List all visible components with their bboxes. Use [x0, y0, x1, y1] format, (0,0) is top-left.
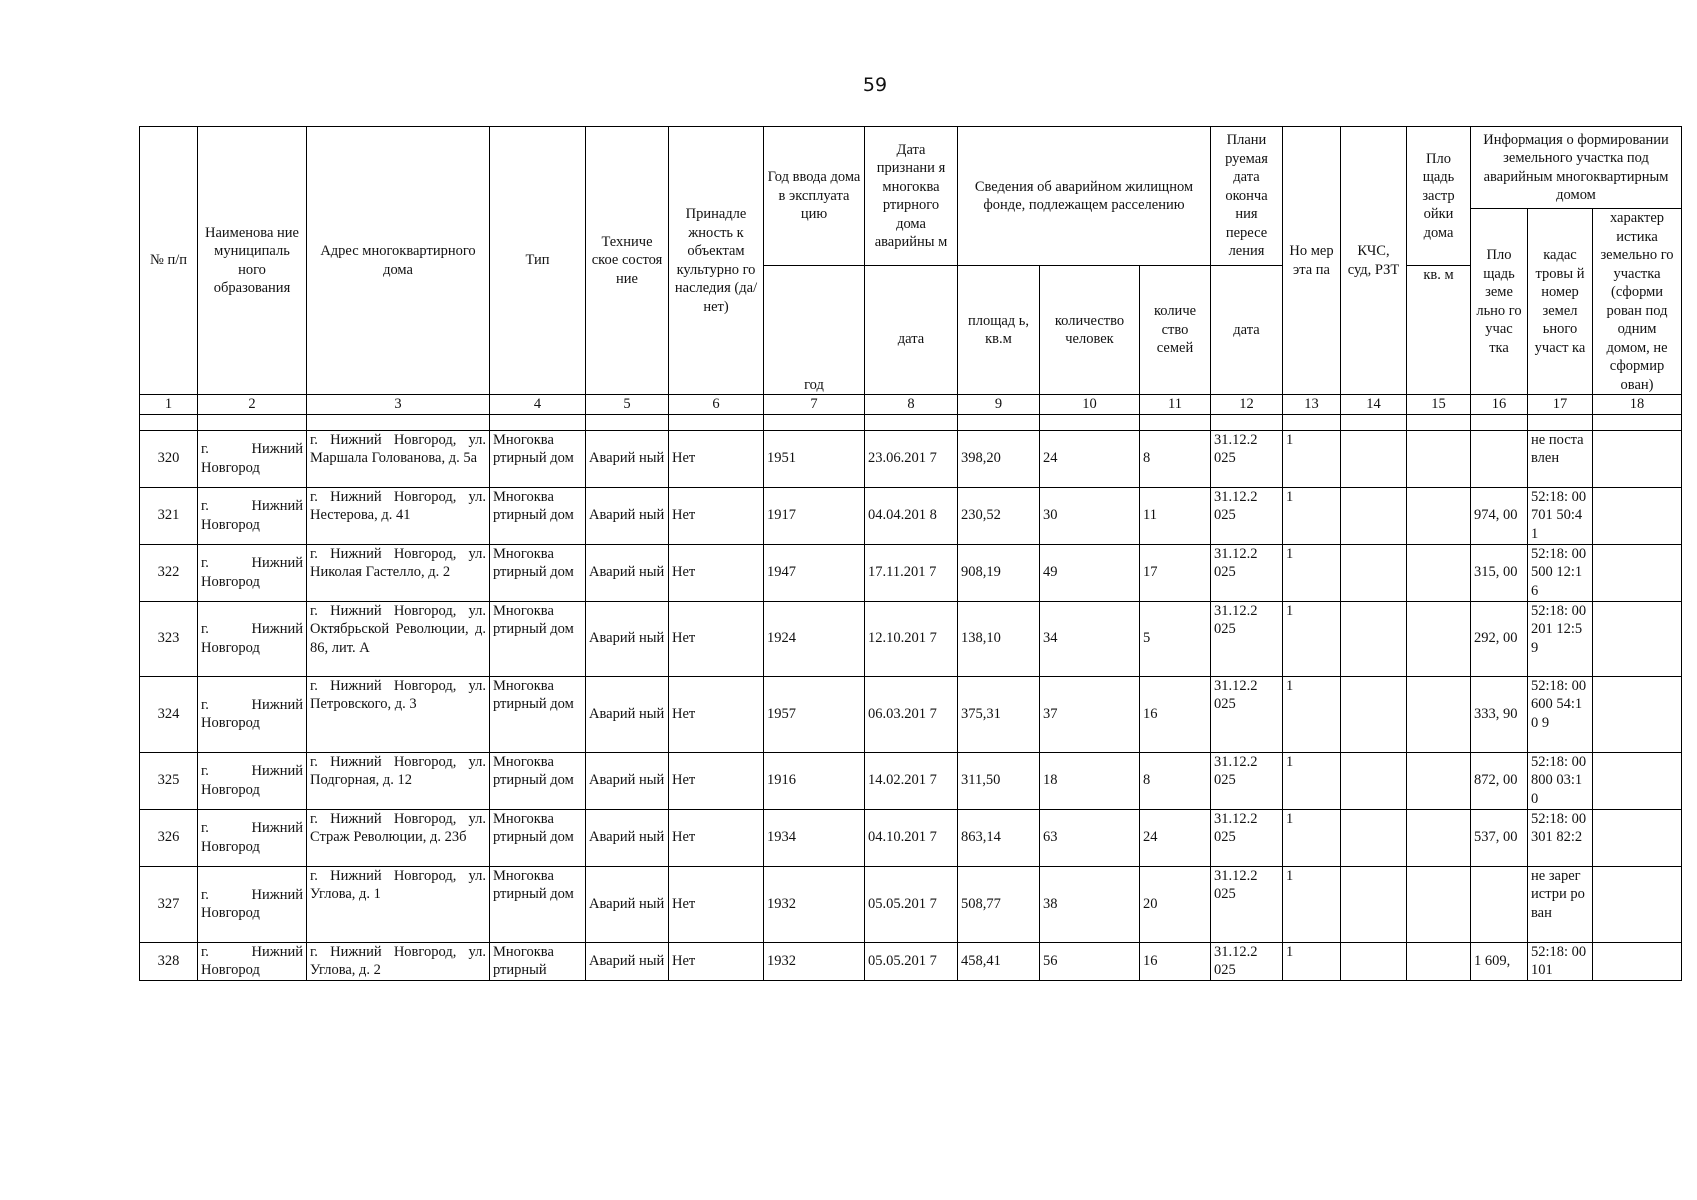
stage-cell: 1 — [1283, 676, 1341, 752]
emergency-date-cell: 06.03.201 7 — [865, 676, 958, 752]
header-num: № п/п — [140, 127, 198, 395]
spacer-cell — [1528, 414, 1593, 430]
spacer-cell — [1211, 414, 1283, 430]
year-cell: 1934 — [764, 809, 865, 866]
address-cell: г. Нижний Новгород, ул. Николая Гастелло, д. 2 — [307, 544, 490, 601]
year-cell: 1947 — [764, 544, 865, 601]
heritage-cell: Нет — [669, 866, 764, 942]
header-kchs: КЧС, суд, РЗТ — [1341, 127, 1407, 395]
area-cell: 311,50 — [958, 752, 1040, 809]
column-number: 2 — [198, 395, 307, 415]
area-cell: 458,41 — [958, 942, 1040, 980]
plan-date-cell: 31.12.2 025 — [1211, 601, 1283, 676]
row-number: 320 — [140, 430, 198, 487]
heritage-cell: Нет — [669, 676, 764, 752]
plan-date-cell: 31.12.2 025 — [1211, 487, 1283, 544]
header-year: Год ввода дома в эксплуата цию — [764, 127, 865, 266]
people-cell: 34 — [1040, 601, 1140, 676]
kchs-cell — [1341, 487, 1407, 544]
stage-cell: 1 — [1283, 601, 1341, 676]
people-cell: 63 — [1040, 809, 1140, 866]
header-housing-info: Сведения об аварийном жилищном фонде, подлежащем расселению — [958, 127, 1211, 266]
people-cell: 49 — [1040, 544, 1140, 601]
heritage-cell: Нет — [669, 942, 764, 980]
column-number-row — [140, 395, 1682, 415]
header-land-info: Информация о формировании земельного участка под аварийным многоквартирным домом — [1471, 127, 1682, 209]
state-cell: Аварий ный — [586, 866, 669, 942]
type-cell: Многоква ртирный дом — [490, 752, 586, 809]
stage-cell: 1 — [1283, 544, 1341, 601]
area-cell: 375,31 — [958, 676, 1040, 752]
families-cell: 5 — [1140, 601, 1211, 676]
table-row — [140, 430, 1682, 487]
plan-date-cell: 31.12.2 025 — [1211, 866, 1283, 942]
state-cell: Аварий ный — [586, 601, 669, 676]
stage-cell: 1 — [1283, 942, 1341, 980]
land-area-cell — [1471, 430, 1528, 487]
row-number: 321 — [140, 487, 198, 544]
municipality-cell: г. Нижний Новгород — [198, 544, 307, 601]
kchs-cell — [1341, 601, 1407, 676]
families-cell: 20 — [1140, 866, 1211, 942]
spacer-cell — [586, 414, 669, 430]
plan-date-cell: 31.12.2 025 — [1211, 752, 1283, 809]
cadastral-cell: 52:18: 00800 03:10 — [1528, 752, 1593, 809]
plan-date-cell: 31.12.2 025 — [1211, 942, 1283, 980]
header-unit-plan-date: дата — [1211, 266, 1283, 395]
build-area-cell — [1407, 809, 1471, 866]
address-cell: г. Нижний Новгород, ул. Нестерова, д. 41 — [307, 487, 490, 544]
area-cell: 398,20 — [958, 430, 1040, 487]
cadastral-cell: не поста влен — [1528, 430, 1593, 487]
land-char-cell — [1593, 544, 1682, 601]
table-row — [140, 544, 1682, 601]
land-area-cell: 974, 00 — [1471, 487, 1528, 544]
area-cell: 908,19 — [958, 544, 1040, 601]
stage-cell: 1 — [1283, 752, 1341, 809]
address-cell: г. Нижний Новгород, ул. Октябрьской Революции, д. 86, лит. А — [307, 601, 490, 676]
row-number: 324 — [140, 676, 198, 752]
plan-date-cell: 31.12.2 025 — [1211, 544, 1283, 601]
state-cell: Аварий ный — [586, 430, 669, 487]
spacer-cell — [1407, 414, 1471, 430]
families-cell: 16 — [1140, 676, 1211, 752]
table-row — [140, 676, 1682, 752]
spacer-row — [140, 414, 1682, 430]
build-area-cell — [1407, 866, 1471, 942]
cadastral-cell: 52:18: 00600 54:10 9 — [1528, 676, 1593, 752]
year-cell: 1951 — [764, 430, 865, 487]
build-area-cell — [1407, 676, 1471, 752]
people-cell: 30 — [1040, 487, 1140, 544]
state-cell: Аварий ный — [586, 676, 669, 752]
row-number: 326 — [140, 809, 198, 866]
address-cell: г. Нижний Новгород, ул. Углова, д. 1 — [307, 866, 490, 942]
build-area-cell — [1407, 487, 1471, 544]
build-area-cell — [1407, 544, 1471, 601]
table-body — [140, 430, 1682, 980]
row-number: 327 — [140, 866, 198, 942]
stage-cell: 1 — [1283, 430, 1341, 487]
header-land-area: Пло щадь земе льно го учас тка — [1471, 209, 1528, 395]
table-row — [140, 487, 1682, 544]
year-cell: 1932 — [764, 866, 865, 942]
address-cell: г. Нижний Новгород, ул. Углова, д. 2 — [307, 942, 490, 980]
column-number: 3 — [307, 395, 490, 415]
header-unit-families: количе ство семей — [1140, 266, 1211, 395]
cadastral-cell: 52:18: 00101 — [1528, 942, 1593, 980]
kchs-cell — [1341, 544, 1407, 601]
emergency-date-cell: 05.05.201 7 — [865, 942, 958, 980]
header-unit-people: количество человек — [1040, 266, 1140, 395]
families-cell: 24 — [1140, 809, 1211, 866]
type-cell: Многоква ртирный дом — [490, 430, 586, 487]
land-char-cell — [1593, 487, 1682, 544]
table-header — [140, 127, 1682, 431]
spacer-cell — [490, 414, 586, 430]
header-stage: Но мер эта па — [1283, 127, 1341, 395]
municipality-cell: г. Нижний Новгород — [198, 487, 307, 544]
emergency-housing-table — [139, 126, 1682, 981]
table-row — [140, 866, 1682, 942]
build-area-cell — [1407, 601, 1471, 676]
land-char-cell — [1593, 676, 1682, 752]
year-cell: 1957 — [764, 676, 865, 752]
heritage-cell: Нет — [669, 487, 764, 544]
header-type: Тип — [490, 127, 586, 395]
spacer-cell — [1593, 414, 1682, 430]
heritage-cell: Нет — [669, 601, 764, 676]
column-number: 9 — [958, 395, 1040, 415]
people-cell: 24 — [1040, 430, 1140, 487]
stage-cell: 1 — [1283, 487, 1341, 544]
address-cell: г. Нижний Новгород, ул. Подгорная, д. 12 — [307, 752, 490, 809]
header-address: Адрес многоквартирного дома — [307, 127, 490, 395]
stage-cell: 1 — [1283, 809, 1341, 866]
column-number: 8 — [865, 395, 958, 415]
municipality-cell: г. Нижний Новгород — [198, 752, 307, 809]
spacer-cell — [1471, 414, 1528, 430]
state-cell: Аварий ный — [586, 942, 669, 980]
heritage-cell: Нет — [669, 809, 764, 866]
spacer-cell — [764, 414, 865, 430]
land-area-cell: 872, 00 — [1471, 752, 1528, 809]
header-municipality: Наименова ние муниципаль ного образования — [198, 127, 307, 395]
plan-date-cell: 31.12.2 025 — [1211, 809, 1283, 866]
land-area-cell: 292, 00 — [1471, 601, 1528, 676]
build-area-cell — [1407, 752, 1471, 809]
type-cell: Многоква ртирный — [490, 942, 586, 980]
emergency-date-cell: 12.10.201 7 — [865, 601, 958, 676]
spacer-cell — [307, 414, 490, 430]
cadastral-cell: не зарег истри рован — [1528, 866, 1593, 942]
emergency-date-cell: 14.02.201 7 — [865, 752, 958, 809]
emergency-date-cell: 04.04.201 8 — [865, 487, 958, 544]
cadastral-cell: 52:18: 00701 50:41 — [1528, 487, 1593, 544]
families-cell: 11 — [1140, 487, 1211, 544]
column-number: 10 — [1040, 395, 1140, 415]
kchs-cell — [1341, 430, 1407, 487]
column-number: 6 — [669, 395, 764, 415]
heritage-cell: Нет — [669, 544, 764, 601]
type-cell: Многоква ртирный дом — [490, 487, 586, 544]
state-cell: Аварий ный — [586, 809, 669, 866]
area-cell: 863,14 — [958, 809, 1040, 866]
table-row — [140, 809, 1682, 866]
table-row — [140, 752, 1682, 809]
header-emergency-date: Дата признани я многоква ртирного дома аварийны м — [865, 127, 958, 266]
column-number: 1 — [140, 395, 198, 415]
column-number: 17 — [1528, 395, 1593, 415]
page-number: 59 — [862, 74, 888, 96]
area-cell: 508,77 — [958, 866, 1040, 942]
spacer-cell — [1283, 414, 1341, 430]
emergency-date-cell: 05.05.201 7 — [865, 866, 958, 942]
year-cell: 1932 — [764, 942, 865, 980]
row-number: 323 — [140, 601, 198, 676]
land-char-cell — [1593, 752, 1682, 809]
municipality-cell: г. Нижний Новгород — [198, 942, 307, 980]
header-unit-date: дата — [865, 266, 958, 395]
cadastral-cell: 52:18: 00301 82:2 — [1528, 809, 1593, 866]
heritage-cell: Нет — [669, 430, 764, 487]
type-cell: Многоква ртирный дом — [490, 601, 586, 676]
land-char-cell — [1593, 430, 1682, 487]
build-area-cell — [1407, 942, 1471, 980]
header-build-area: Пло щадь застр ойки дома — [1407, 127, 1471, 266]
kchs-cell — [1341, 809, 1407, 866]
families-cell: 8 — [1140, 430, 1211, 487]
table-row — [140, 942, 1682, 980]
municipality-cell: г. Нижний Новгород — [198, 866, 307, 942]
land-area-cell: 333, 90 — [1471, 676, 1528, 752]
people-cell: 37 — [1040, 676, 1140, 752]
spacer-cell — [865, 414, 958, 430]
state-cell: Аварий ный — [586, 752, 669, 809]
land-area-cell: 1 609, — [1471, 942, 1528, 980]
year-cell: 1917 — [764, 487, 865, 544]
stage-cell: 1 — [1283, 866, 1341, 942]
column-number: 15 — [1407, 395, 1471, 415]
header-unit-build-area: кв. м — [1407, 266, 1471, 395]
type-cell: Многоква ртирный дом — [490, 676, 586, 752]
land-area-cell: 537, 00 — [1471, 809, 1528, 866]
families-cell: 8 — [1140, 752, 1211, 809]
column-number: 18 — [1593, 395, 1682, 415]
spacer-cell — [198, 414, 307, 430]
column-number: 14 — [1341, 395, 1407, 415]
column-number: 13 — [1283, 395, 1341, 415]
land-char-cell — [1593, 809, 1682, 866]
column-number: 16 — [1471, 395, 1528, 415]
people-cell: 18 — [1040, 752, 1140, 809]
municipality-cell: г. Нижний Новгород — [198, 430, 307, 487]
people-cell: 56 — [1040, 942, 1140, 980]
type-cell: Многоква ртирный дом — [490, 866, 586, 942]
land-area-cell: 315, 00 — [1471, 544, 1528, 601]
header-land-char: характер истика земельно го участка (сформи рован под одним домом, не сформир ован) — [1593, 209, 1682, 395]
spacer-cell — [1341, 414, 1407, 430]
spacer-cell — [1040, 414, 1140, 430]
table-row — [140, 601, 1682, 676]
municipality-cell: г. Нижний Новгород — [198, 601, 307, 676]
area-cell: 138,10 — [958, 601, 1040, 676]
header-heritage: Принадле жность к объектам культурно го наследия (да/нет) — [669, 127, 764, 395]
state-cell: Аварий ный — [586, 544, 669, 601]
row-number: 322 — [140, 544, 198, 601]
column-number: 7 — [764, 395, 865, 415]
spacer-cell — [958, 414, 1040, 430]
heritage-cell: Нет — [669, 752, 764, 809]
land-char-cell — [1593, 866, 1682, 942]
build-area-cell — [1407, 430, 1471, 487]
header-unit-year: год — [764, 266, 865, 395]
header-unit-area: площад ь, кв.м — [958, 266, 1040, 395]
land-area-cell — [1471, 866, 1528, 942]
year-cell: 1924 — [764, 601, 865, 676]
type-cell: Многоква ртирный дом — [490, 809, 586, 866]
land-char-cell — [1593, 601, 1682, 676]
emergency-date-cell: 17.11.201 7 — [865, 544, 958, 601]
kchs-cell — [1341, 866, 1407, 942]
families-cell: 17 — [1140, 544, 1211, 601]
emergency-date-cell: 04.10.201 7 — [865, 809, 958, 866]
area-cell: 230,52 — [958, 487, 1040, 544]
municipality-cell: г. Нижний Новгород — [198, 809, 307, 866]
kchs-cell — [1341, 942, 1407, 980]
plan-date-cell: 31.12.2 025 — [1211, 676, 1283, 752]
address-cell: г. Нижний Новгород, ул. Петровского, д. 3 — [307, 676, 490, 752]
kchs-cell — [1341, 752, 1407, 809]
column-number: 11 — [1140, 395, 1211, 415]
year-cell: 1916 — [764, 752, 865, 809]
plan-date-cell: 31.12.2 025 — [1211, 430, 1283, 487]
cadastral-cell: 52:18: 00500 12:16 — [1528, 544, 1593, 601]
municipality-cell: г. Нижний Новгород — [198, 676, 307, 752]
spacer-cell — [1140, 414, 1211, 430]
state-cell: Аварий ный — [586, 487, 669, 544]
land-char-cell — [1593, 942, 1682, 980]
spacer-cell — [669, 414, 764, 430]
families-cell: 16 — [1140, 942, 1211, 980]
kchs-cell — [1341, 676, 1407, 752]
emergency-date-cell: 23.06.201 7 — [865, 430, 958, 487]
column-number: 4 — [490, 395, 586, 415]
cadastral-cell: 52:18: 00201 12:59 — [1528, 601, 1593, 676]
row-number: 325 — [140, 752, 198, 809]
header-cadastral: кадас тровы й номер земел ьного участ ка — [1528, 209, 1593, 395]
column-number: 5 — [586, 395, 669, 415]
address-cell: г. Нижний Новгород, ул. Маршала Голованова, д. 5а — [307, 430, 490, 487]
column-number: 12 — [1211, 395, 1283, 415]
spacer-cell — [140, 414, 198, 430]
address-cell: г. Нижний Новгород, ул. Страж Революции, д. 23б — [307, 809, 490, 866]
row-number: 328 — [140, 942, 198, 980]
header-planned-date: Плани руемая дата оконча ния пересе ления — [1211, 127, 1283, 266]
people-cell: 38 — [1040, 866, 1140, 942]
header-tech-state: Техниче ское состоя ние — [586, 127, 669, 395]
type-cell: Многоква ртирный дом — [490, 544, 586, 601]
